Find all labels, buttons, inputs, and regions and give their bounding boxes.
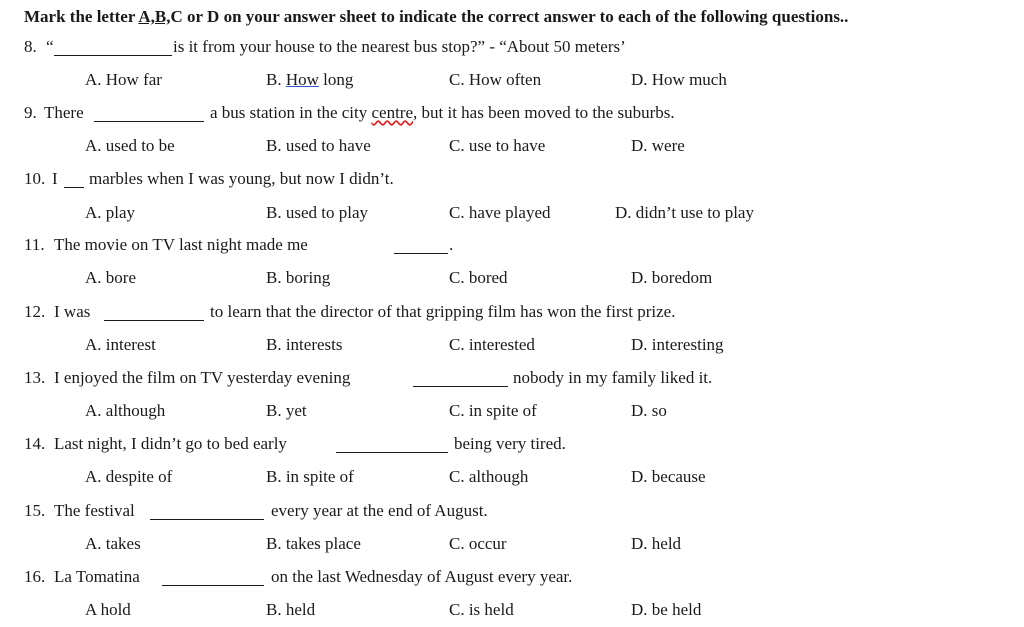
answer-blank — [394, 253, 448, 254]
question-9 — [0, 98, 1024, 128]
option-d[interactable]: D. didn’t use to play — [615, 203, 754, 222]
question-text: marbles when I was young, but now I didn’t. — [89, 169, 394, 188]
instruction-letters: A,B, — [138, 7, 171, 26]
instruction-text — [24, 2, 848, 32]
options-14 — [0, 462, 1024, 492]
option-c[interactable]: C. occur — [449, 534, 507, 553]
question-number: 8. — [24, 37, 37, 56]
question-text: “ — [46, 37, 54, 56]
option-d[interactable]: D. boredom — [631, 268, 713, 287]
option-a[interactable]: A. used to be — [85, 136, 175, 155]
answer-blank — [54, 55, 172, 56]
option-b-prefix: B. — [266, 70, 286, 89]
options-12 — [0, 330, 1024, 360]
option-c[interactable]: C. is held — [449, 600, 514, 619]
instruction-post: C or D on your answer sheet to indicate the correct answer to each of the following questions.. — [170, 7, 849, 26]
option-b[interactable]: B. boring — [266, 268, 331, 287]
options-13 — [0, 396, 1024, 426]
question-text: There — [44, 103, 84, 122]
question-16 — [0, 562, 1024, 592]
option-b[interactable] — [266, 65, 353, 95]
question-text: on the last Wednesday of August every year. — [271, 567, 573, 586]
question-number: 16. — [24, 567, 46, 586]
option-c[interactable]: C. although — [449, 467, 529, 486]
question-text: I enjoyed the film on TV yesterday evening — [54, 368, 351, 387]
question-11 — [0, 230, 1024, 260]
question-text: The movie on TV last night made me — [54, 235, 308, 254]
question-text: I — [52, 169, 58, 188]
options-16 — [0, 595, 1024, 625]
option-a[interactable]: A. How far — [85, 70, 162, 89]
options-11 — [0, 263, 1024, 293]
option-d[interactable]: D. so — [631, 401, 667, 420]
answer-blank — [413, 386, 508, 387]
options-8 — [0, 65, 1024, 95]
option-a[interactable]: A. play — [85, 203, 136, 222]
question-text — [210, 98, 675, 128]
question-10 — [0, 164, 1024, 194]
question-text: La Tomatina — [54, 567, 140, 586]
question-8 — [0, 32, 1024, 62]
option-c[interactable]: C. have played — [449, 203, 551, 222]
instruction-pre: Mark the letter — [24, 7, 139, 26]
option-b[interactable]: B. yet — [266, 401, 307, 420]
question-number: 13. — [24, 368, 46, 387]
question-number: 11. — [24, 235, 45, 254]
question-text-part: , but it has been moved to the suburbs. — [413, 103, 675, 122]
options-15 — [0, 529, 1024, 559]
option-b[interactable]: B. used to have — [266, 136, 371, 155]
option-b[interactable]: B. used to play — [266, 203, 368, 222]
spellcheck-word: centre — [371, 103, 414, 122]
option-c[interactable]: C. interested — [449, 335, 535, 354]
question-number: 9. — [24, 103, 37, 122]
option-b-suffix: long — [318, 70, 354, 89]
answer-blank — [94, 121, 204, 122]
question-text: being very tired. — [454, 434, 566, 453]
option-c[interactable]: C. in spite of — [449, 401, 537, 420]
option-d[interactable]: D. be held — [631, 600, 702, 619]
option-a[interactable]: A. takes — [85, 534, 141, 553]
question-text-part: a bus station in the city — [210, 103, 372, 122]
answer-blank — [64, 187, 84, 188]
question-13 — [0, 363, 1024, 393]
question-text: nobody in my family liked it. — [513, 368, 713, 387]
answer-blank — [336, 452, 448, 453]
question-text: I was — [54, 302, 91, 321]
question-text: Last night, I didn’t go to bed early — [54, 434, 287, 453]
question-text: . — [449, 235, 454, 254]
question-text: to learn that the director of that gripping film has won the first prize. — [210, 302, 676, 321]
option-a[interactable]: A. although — [85, 401, 166, 420]
question-number: 14. — [24, 434, 46, 453]
option-a[interactable]: A hold — [85, 600, 131, 619]
question-12 — [0, 297, 1024, 327]
option-a[interactable]: A. interest — [85, 335, 156, 354]
option-c[interactable]: C. use to have — [449, 136, 546, 155]
option-d[interactable]: D. interesting — [631, 335, 724, 354]
option-d[interactable]: D. How much — [631, 70, 727, 89]
options-9 — [0, 131, 1024, 161]
option-a[interactable]: A. despite of — [85, 467, 173, 486]
question-14 — [0, 429, 1024, 459]
option-b[interactable]: B. interests — [266, 335, 343, 354]
instruction-heading — [0, 2, 1024, 32]
option-b[interactable]: B. held — [266, 600, 316, 619]
question-text: The festival — [54, 501, 135, 520]
options-10 — [0, 198, 1024, 228]
option-a[interactable]: A. bore — [85, 268, 136, 287]
option-b[interactable]: B. in spite of — [266, 467, 354, 486]
option-d[interactable]: D. were — [631, 136, 685, 155]
question-text: every year at the end of August. — [271, 501, 488, 520]
option-d[interactable]: D. held — [631, 534, 682, 553]
option-d[interactable]: D. because — [631, 467, 706, 486]
question-number: 12. — [24, 302, 46, 321]
option-b-how: How — [285, 70, 319, 89]
option-b[interactable]: B. takes place — [266, 534, 361, 553]
question-text: is it from your house to the nearest bus stop?” - “About 50 meters’ — [173, 37, 626, 56]
option-c[interactable]: C. bored — [449, 268, 508, 287]
answer-blank — [104, 320, 204, 321]
answer-blank — [150, 519, 264, 520]
question-number: 15. — [24, 501, 46, 520]
answer-blank — [162, 585, 264, 586]
option-c[interactable]: C. How often — [449, 70, 542, 89]
question-15 — [0, 496, 1024, 526]
question-number: 10. — [24, 169, 46, 188]
